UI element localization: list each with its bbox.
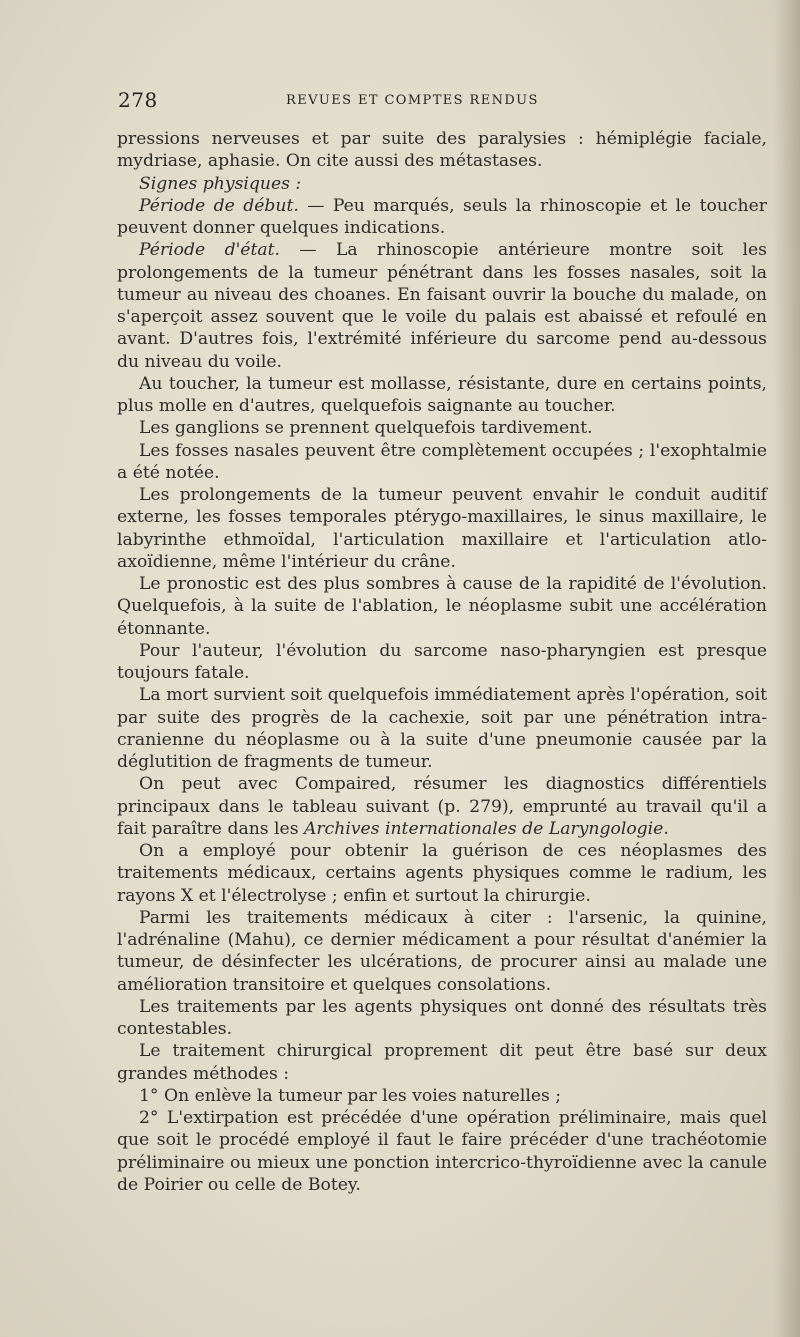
paragraph-body: — La rhinoscopie antérieure montre soit les prolongements de la tumeur pénétrant dans les fosses nasales, soit la tumeur au niveau des choanes. En faisant ouvrir la bouche du malade, on s'aperçoit assez souvent que le voile du palais est abaissé et refoulé en avant. D'autres fois, l'extrémité inférieure du sarcome pend au-dessous du niveau du voile. (117, 240, 767, 372)
paragraph-lead: Période d'état. (139, 240, 281, 261)
paragraph-lead: Période de début. (139, 195, 299, 216)
paragraph-end: . (663, 818, 669, 839)
paragraph (117, 195, 767, 240)
paragraph (117, 773, 767, 840)
page-header (118, 88, 768, 118)
paragraph: Le traitement chirurgical proprement dit peut être basé sur deux grandes méthodes : (117, 1041, 767, 1084)
paragraph: Les ganglions se prennent quelquefois tardivement. (139, 418, 593, 439)
paragraph: Au toucher, la tumeur est mollasse, résistante, dure en certains points, plus molle en d'autres, quelquefois saignante au toucher. (117, 373, 767, 416)
body-text (117, 128, 767, 1196)
paragraph: Les fosses nasales peuvent être complètement occupées ; l'exophtalmie a été notée. (117, 440, 767, 483)
paragraph (117, 239, 767, 373)
page-number: 278 (118, 88, 158, 112)
paragraph-body: On peut avec Compaired, résumer les diagnostics différentiels principaux dans le tableau suivant (p. 279), emprunté au travail qu'il a fait paraître dans les (117, 774, 767, 839)
section-heading: Signes physiques : (139, 173, 302, 194)
paragraph: Parmi les traitements médicaux à citer : l'arsenic, la quinine, l'adrénaline (Mahu), ce dernier médicament a pour résultat d'anémier la tumeur, de désinfecter les ulcérations, de procurer ainsi au malade une amélioration transitoire et quelques consolations. (117, 907, 767, 995)
paragraph: pressions nerveuses et par suite des paralysies : hémiplégie faciale, mydriase, aphasie. On cite aussi des métastases. (117, 129, 767, 172)
paragraph-body: — Peu marqués, seuls la rhinoscopie et le toucher peuvent donner quelques indications. (117, 195, 768, 238)
paragraph: Pour l'auteur, l'évolution du sarcome naso-pharyngien est presque toujours fatale. (117, 640, 767, 683)
paragraph: Les traitements par les agents physiques ont donné des résultats très contestables. (117, 996, 767, 1039)
paragraph: On a employé pour obtenir la guérison de ces néoplasmes des traitements médicaux, certains agents physiques comme le radium, les rayons X et l'électrolyse ; enfin et surtout la chirurgie. (117, 841, 767, 906)
running-head: REVUES ET COMPTES RENDUS (286, 93, 539, 108)
paragraph: Le pronostic est des plus sombres à cause de la rapidité de l'évolution. Quelquefois, à la suite de l'ablation, le néoplasme subit une accélération étonnante. (117, 574, 767, 639)
page-edge-shadow (774, 0, 800, 1337)
list-item: 1° On enlève la tumeur par les voies naturelles ; (139, 1085, 562, 1106)
paragraph: La mort survient soit quelquefois immédiatement après l'opération, soit par suite des progrès de la cachexie, soit par une pénétration intra-cranienne du néoplasme ou à la suite d'une pneumonie causée par la déglutition de fragments de tumeur. (117, 685, 767, 772)
list-item: 2° L'extirpation est précédée d'une opération préliminaire, mais quel que soit le procédé employé il faut le faire précéder d'une trachéotomie préliminaire ou mieux une ponction intercrico-thyroïdienne avec la canule de Poirier ou celle de Botey. (117, 1108, 767, 1195)
paragraph: Les prolongements de la tumeur peuvent envahir le conduit auditif externe, les fosses temporales ptérygo-maxillaires, le sinus maxillaire, le labyrinthe ethmoïdal, l'articulation maxillaire et l'articulation atlo-axoïdienne, même l'intérieur du crâne. (117, 485, 767, 572)
journal-title: Archives internationales de Laryngologie (304, 818, 664, 839)
